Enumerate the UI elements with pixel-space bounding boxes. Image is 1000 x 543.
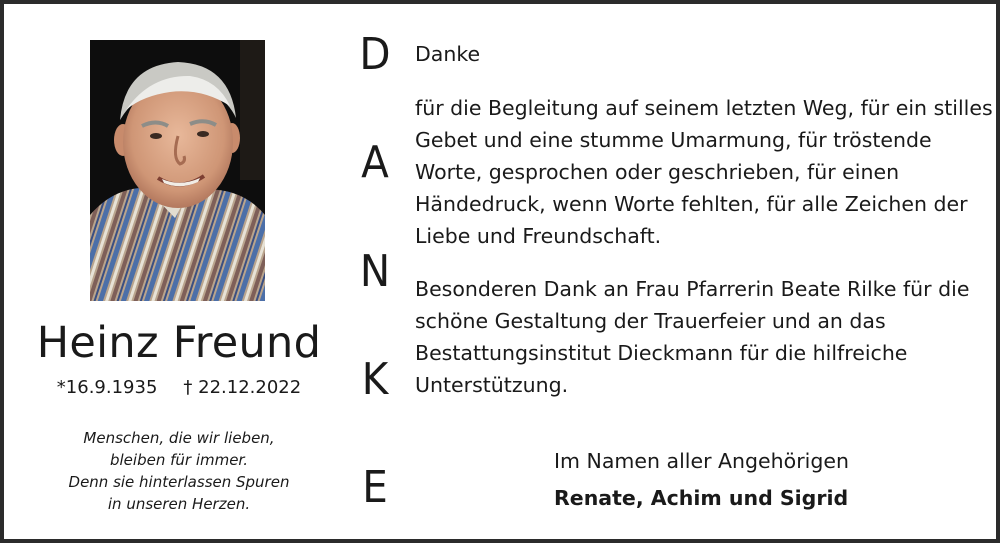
vertical-letter-a: A bbox=[361, 137, 389, 188]
quote-line: Denn sie hinterlassen Spuren bbox=[68, 473, 290, 491]
paragraph-line: für die Begleitung auf seinem letzten Weg, für ein stilles bbox=[415, 96, 993, 120]
portrait-photo bbox=[90, 40, 265, 301]
deceased-name: Heinz Freund bbox=[36, 318, 322, 368]
vertical-letter-n: N bbox=[359, 246, 391, 297]
signature-names: Renate, Achim und Sigrid bbox=[554, 486, 849, 510]
paragraph-line: Unterstützung. bbox=[415, 373, 569, 397]
death-date: † 22.12.2022 bbox=[183, 377, 302, 398]
quote-line: bleiben für immer. bbox=[109, 451, 248, 469]
paragraph-line: Besonderen Dank an Frau Pfarrerin Beate Rilke für die bbox=[415, 277, 970, 301]
quote-line: Menschen, die wir lieben, bbox=[83, 429, 275, 447]
memorial-quote bbox=[44, 427, 314, 515]
paragraph-line: Händedruck, wenn Worte fehlten, für alle Zeichen der bbox=[415, 192, 968, 216]
birth-date: *16.9.1935 bbox=[56, 377, 158, 398]
signature-intro: Im Namen aller Angehörigen bbox=[554, 449, 849, 473]
paragraph-line: Liebe und Freundschaft. bbox=[415, 224, 662, 248]
paragraph-line: Worte, gesprochen oder geschrieben, für einen bbox=[415, 160, 900, 184]
message-paragraph-2 bbox=[415, 273, 990, 401]
vertical-letter-e: E bbox=[362, 462, 388, 513]
life-dates bbox=[26, 376, 332, 400]
vertical-letter-d: D bbox=[359, 29, 391, 80]
message-greeting: Danke bbox=[415, 42, 481, 66]
vertical-letter-k: K bbox=[361, 354, 389, 405]
quote-line: in unseren Herzen. bbox=[107, 495, 251, 513]
portrait-illustration bbox=[90, 40, 265, 301]
paragraph-line: schöne Gestaltung der Trauerfeier und an das bbox=[415, 309, 886, 333]
paragraph-line: Bestattungsinstitut Dieckmann für die hilfreiche bbox=[415, 341, 908, 365]
message-paragraph-1 bbox=[415, 92, 993, 252]
paragraph-line: Gebet und eine stumme Umarmung, für tröstende bbox=[415, 128, 932, 152]
